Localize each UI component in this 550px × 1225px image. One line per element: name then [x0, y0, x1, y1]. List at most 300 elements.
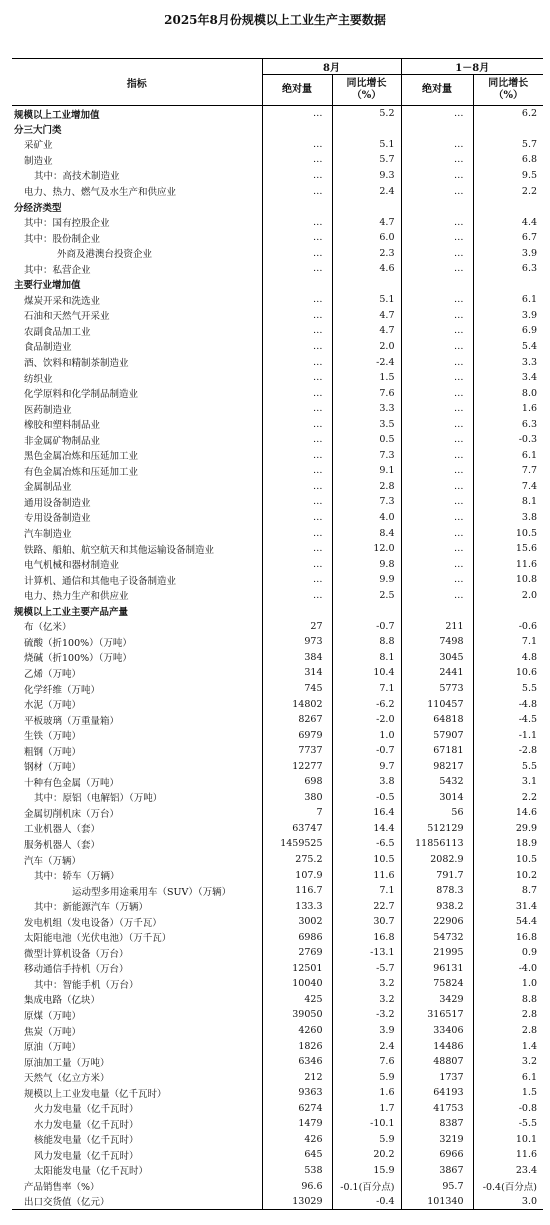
row-indicator-name: 化学原料和化学制品制造业	[24, 389, 139, 401]
row-indicator-name: 金属切削机床（万台）	[24, 808, 120, 820]
month-abs-value: …	[262, 308, 332, 324]
table-row	[12, 867, 543, 883]
month-growth: 9.8	[332, 556, 401, 572]
month-abs-value: …	[262, 292, 332, 308]
month-abs-value: …	[262, 572, 332, 588]
table-row	[12, 758, 543, 774]
month-growth: 3.8	[332, 774, 401, 790]
table-row	[12, 183, 543, 199]
row-indicator-name: 采矿业	[24, 140, 53, 152]
row-indicator-name: 纺织业	[24, 373, 53, 385]
month-abs-value: 39050	[262, 1007, 332, 1023]
table-row	[12, 587, 543, 603]
table-row	[12, 137, 543, 153]
month-abs-value: 3002	[262, 914, 332, 930]
month-growth	[332, 121, 401, 137]
ytd-abs-value: …	[401, 572, 473, 588]
month-growth: 10.4	[332, 665, 401, 681]
row-indicator-name: 其中：新能源汽车（万辆）	[34, 902, 149, 914]
table-row	[12, 339, 543, 355]
ytd-growth	[473, 121, 543, 137]
month-growth: 8.4	[332, 525, 401, 541]
row-indicator-name: 其中：股份制企业	[24, 233, 101, 245]
month-abs-value: 14802	[262, 696, 332, 712]
ytd-abs-value: 316517	[401, 1007, 473, 1023]
ytd-growth: 2.2	[473, 183, 543, 199]
table-row	[12, 1132, 543, 1148]
month-growth: 1.5	[332, 370, 401, 386]
row-indicator-name: 其中：轿车（万辆）	[34, 871, 120, 883]
month-abs-value: 13029	[262, 1194, 332, 1210]
month-abs-value: 538	[262, 1163, 332, 1179]
month-abs-value: …	[262, 541, 332, 557]
month-growth: 2.8	[332, 479, 401, 495]
table-row	[12, 354, 543, 370]
ytd-abs-value: …	[401, 339, 473, 355]
row-indicator-name: 乙烯（万吨）	[24, 668, 82, 680]
row-indicator-name: 原油（万吨）	[24, 1042, 82, 1054]
month-abs-value: 1459525	[262, 836, 332, 852]
table-row	[12, 261, 543, 277]
month-growth: -5.7	[332, 961, 401, 977]
table-row	[12, 836, 543, 852]
month-abs-value: …	[262, 448, 332, 464]
table-row	[12, 292, 543, 308]
ytd-growth: -4.5	[473, 712, 543, 728]
ytd-abs-value: …	[401, 261, 473, 277]
ytd-growth: 1.4	[473, 1038, 543, 1054]
ytd-abs-value: 98217	[401, 758, 473, 774]
table-row	[12, 510, 543, 526]
row-indicator-name: 天然气（亿立方米）	[24, 1073, 110, 1085]
month-abs-value: 133.3	[262, 898, 332, 914]
table-row	[12, 121, 543, 137]
month-growth	[332, 199, 401, 215]
ytd-growth: 10.8	[473, 572, 543, 588]
month-growth	[332, 603, 401, 619]
ytd-growth: 6.2	[473, 106, 543, 122]
ytd-growth: 5.7	[473, 137, 543, 153]
ytd-growth: 6.3	[473, 416, 543, 432]
table-row	[12, 556, 543, 572]
ytd-growth: -4.8	[473, 696, 543, 712]
ytd-abs-value: …	[401, 463, 473, 479]
month-growth: -0.5	[332, 790, 401, 806]
month-abs-value: …	[262, 152, 332, 168]
table-row	[12, 463, 543, 479]
ytd-growth	[473, 277, 543, 293]
ytd-growth: 4.8	[473, 650, 543, 666]
month-abs-value: …	[262, 463, 332, 479]
month-growth: 2.3	[332, 245, 401, 261]
row-indicator-name: 其中：国有控股企业	[24, 218, 110, 230]
ytd-growth: 6.1	[473, 292, 543, 308]
ytd-growth: 4.4	[473, 214, 543, 230]
ytd-growth: 5.4	[473, 339, 543, 355]
row-indicator-name: 太阳能发电量（亿千瓦时）	[34, 1166, 149, 1178]
ytd-abs-value: …	[401, 230, 473, 246]
ytd-abs-value: 48807	[401, 1054, 473, 1070]
month-growth: 16.8	[332, 929, 401, 945]
ytd-growth: 3.9	[473, 308, 543, 324]
ytd-growth: 10.2	[473, 867, 543, 883]
ytd-growth: 3.4	[473, 370, 543, 386]
row-indicator-name: 汽车（万辆）	[24, 855, 82, 867]
row-indicator-name: 原煤（万吨）	[24, 1010, 82, 1022]
month-abs-value: 973	[262, 634, 332, 650]
row-indicator-name: 生铁（万吨）	[24, 731, 82, 743]
month-abs-value: 1479	[262, 1116, 332, 1132]
table-row	[12, 852, 543, 868]
month-abs-value: …	[262, 261, 332, 277]
ytd-abs-value: 64193	[401, 1085, 473, 1101]
ytd-growth: 54.4	[473, 914, 543, 930]
table-row	[12, 494, 543, 510]
row-indicator-name: 太阳能电池（光伏电池）（万千瓦）	[24, 933, 172, 945]
table-row	[12, 432, 543, 448]
table-row	[12, 1178, 543, 1194]
month-growth: 8.1	[332, 650, 401, 666]
ytd-abs-value: 14486	[401, 1038, 473, 1054]
month-growth: 5.9	[332, 1132, 401, 1148]
table-row	[12, 1085, 543, 1101]
month-growth: 16.4	[332, 805, 401, 821]
table-row	[12, 619, 543, 635]
month-abs-value: …	[262, 510, 332, 526]
ytd-growth: -2.8	[473, 743, 543, 759]
ytd-growth: 6.1	[473, 448, 543, 464]
month-growth: 3.9	[332, 1023, 401, 1039]
ytd-abs-value: …	[401, 587, 473, 603]
row-indicator-name: 煤炭开采和洗选业	[24, 295, 101, 307]
ytd-abs-value: …	[401, 416, 473, 432]
month-abs-value: 745	[262, 681, 332, 697]
ytd-growth	[473, 199, 543, 215]
ytd-growth: 8.1	[473, 494, 543, 510]
month-growth: 7.1	[332, 883, 401, 899]
month-growth: 2.0	[332, 339, 401, 355]
row-indicator-name: 焦炭（万吨）	[24, 1026, 82, 1038]
ytd-abs-value: 57907	[401, 727, 473, 743]
row-indicator-name: 烧碱（折100%）（万吨）	[24, 653, 132, 665]
row-indicator-name: 规模以上工业主要产品产量	[14, 606, 129, 618]
month-abs-value: 6274	[262, 1101, 332, 1117]
ytd-abs-value: 33406	[401, 1023, 473, 1039]
month-growth: 7.3	[332, 494, 401, 510]
month-growth: 2.4	[332, 1038, 401, 1054]
ytd-abs-value: 1737	[401, 1069, 473, 1085]
month-growth: 9.1	[332, 463, 401, 479]
row-indicator-name: 火力发电量（亿千瓦时）	[34, 1104, 139, 1116]
table-row	[12, 230, 543, 246]
month-abs-value: 7	[262, 805, 332, 821]
row-indicator-name: 水力发电量（亿千瓦时）	[34, 1119, 139, 1131]
ytd-abs-value: 2082.9	[401, 852, 473, 868]
row-indicator-name: 橡胶和塑料制品业	[24, 420, 101, 432]
row-indicator-name: 其中：私营企业	[24, 264, 91, 276]
ytd-growth: -4.0	[473, 961, 543, 977]
month-abs-value: …	[262, 354, 332, 370]
table-row	[12, 541, 543, 557]
month-growth: 3.2	[332, 976, 401, 992]
ytd-abs-value: …	[401, 479, 473, 495]
table-row	[12, 681, 543, 697]
month-growth: 1.7	[332, 1101, 401, 1117]
month-abs-value: …	[262, 245, 332, 261]
month-growth: 3.3	[332, 401, 401, 417]
table-row	[12, 199, 543, 215]
ytd-growth: 0.9	[473, 945, 543, 961]
month-growth: 5.9	[332, 1069, 401, 1085]
table-row	[12, 665, 543, 681]
month-growth: -0.7	[332, 743, 401, 759]
ytd-abs-value: …	[401, 510, 473, 526]
table-row	[12, 401, 543, 417]
month-abs-value: 116.7	[262, 883, 332, 899]
row-indicator-name: 集成电路（亿块）	[24, 995, 101, 1007]
ytd-growth: 10.6	[473, 665, 543, 681]
table-row	[12, 976, 543, 992]
ytd-growth: 6.8	[473, 152, 543, 168]
ytd-abs-value: 5773	[401, 681, 473, 697]
row-indicator-name: 水泥（万吨）	[24, 700, 82, 712]
ytd-growth: 1.0	[473, 976, 543, 992]
row-indicator-name: 其中：智能手机（万台）	[34, 979, 139, 991]
month-growth: 8.8	[332, 634, 401, 650]
table-row	[12, 214, 543, 230]
ytd-abs-value: …	[401, 401, 473, 417]
table-row	[12, 277, 543, 293]
row-indicator-name: 农副食品加工业	[24, 326, 91, 338]
ytd-abs-value	[401, 603, 473, 619]
month-growth: -13.1	[332, 945, 401, 961]
ytd-abs-value: …	[401, 245, 473, 261]
row-indicator-name: 规模以上工业发电量（亿千瓦时）	[24, 1088, 167, 1100]
month-abs-value: …	[262, 214, 332, 230]
month-abs-value: 384	[262, 650, 332, 666]
row-indicator-name: 铁路、船舶、航空航天和其他运输设备制造业	[24, 544, 215, 556]
table-row	[12, 650, 543, 666]
month-abs-value: …	[262, 137, 332, 153]
month-abs-value: 1826	[262, 1038, 332, 1054]
month-growth: 1.6	[332, 1085, 401, 1101]
table-row	[12, 1023, 543, 1039]
row-indicator-name: 运动型多用途乘用车（SUV）（万辆）	[72, 886, 232, 898]
row-indicator-name: 通用设备制造业	[24, 497, 91, 509]
month-abs-value: 12277	[262, 758, 332, 774]
ytd-abs-value: …	[401, 214, 473, 230]
month-growth: 20.2	[332, 1147, 401, 1163]
ytd-growth: 15.6	[473, 541, 543, 557]
month-abs-value: 212	[262, 1069, 332, 1085]
month-growth: 4.7	[332, 323, 401, 339]
table-row	[12, 603, 543, 619]
ytd-abs-value: 5432	[401, 774, 473, 790]
month-growth: -0.1(百分点)	[332, 1178, 401, 1194]
ytd-abs-value: …	[401, 525, 473, 541]
month-growth: -2.4	[332, 354, 401, 370]
ytd-abs-value	[401, 277, 473, 293]
ytd-growth: 16.8	[473, 929, 543, 945]
ytd-abs-value: 75824	[401, 976, 473, 992]
ytd-abs-value: 101340	[401, 1194, 473, 1210]
month-growth: 6.0	[332, 230, 401, 246]
ytd-abs-value: …	[401, 106, 473, 122]
table-row	[12, 572, 543, 588]
month-growth: 10.5	[332, 852, 401, 868]
ytd-growth: 5.5	[473, 681, 543, 697]
ytd-growth: 7.1	[473, 634, 543, 650]
growth-header-ytd: 同比增长 （%）	[473, 75, 543, 106]
month-growth: -2.0	[332, 712, 401, 728]
month-growth: 5.1	[332, 292, 401, 308]
table-row	[12, 774, 543, 790]
ytd-abs-value: 3429	[401, 992, 473, 1008]
ytd-growth: 6.7	[473, 230, 543, 246]
ytd-abs-value: 6966	[401, 1147, 473, 1163]
month-abs-value: …	[262, 385, 332, 401]
row-indicator-name: 主要行业增加值	[14, 280, 81, 292]
row-indicator-name: 钢材（万吨）	[24, 762, 82, 774]
month-abs-value: 6986	[262, 929, 332, 945]
table-row	[12, 992, 543, 1008]
abs-value-header-ytd: 绝对量	[401, 75, 473, 106]
month-growth: 9.3	[332, 168, 401, 184]
month-abs-value: 7737	[262, 743, 332, 759]
table-row	[12, 805, 543, 821]
ytd-abs-value: 878.3	[401, 883, 473, 899]
row-indicator-name: 风力发电量（亿千瓦时）	[34, 1150, 139, 1162]
ytd-abs-value: …	[401, 448, 473, 464]
row-indicator-name: 石油和天然气开采业	[24, 311, 110, 323]
ytd-growth: 11.6	[473, 556, 543, 572]
table-row	[12, 712, 543, 728]
row-indicator-name: 服务机器人（套）	[24, 839, 101, 851]
month-growth: -10.1	[332, 1116, 401, 1132]
month-abs-value: 2769	[262, 945, 332, 961]
ytd-growth: 8.8	[473, 992, 543, 1008]
ytd-abs-value: 67181	[401, 743, 473, 759]
month-growth: 7.6	[332, 385, 401, 401]
month-abs-value: 8267	[262, 712, 332, 728]
row-indicator-name: 微型计算机设备（万台）	[24, 948, 129, 960]
ytd-abs-value: 3045	[401, 650, 473, 666]
month-abs-value: 12501	[262, 961, 332, 977]
month-abs-value: …	[262, 416, 332, 432]
table-row	[12, 1147, 543, 1163]
ytd-abs-value	[401, 121, 473, 137]
row-indicator-name: 规模以上工业增加值	[14, 109, 100, 121]
month-abs-value: 698	[262, 774, 332, 790]
ytd-abs-value: 95.7	[401, 1178, 473, 1194]
month-abs-value: …	[262, 494, 332, 510]
month-abs-value: 275.2	[262, 852, 332, 868]
month-abs-value: …	[262, 370, 332, 386]
ytd-abs-value: …	[401, 152, 473, 168]
month-growth: 4.7	[332, 214, 401, 230]
month-abs-value: 314	[262, 665, 332, 681]
row-indicator-name: 食品制造业	[24, 342, 72, 354]
table-row	[12, 385, 543, 401]
table-row	[12, 168, 543, 184]
statistics-table	[12, 58, 543, 1210]
row-indicator-name: 专用设备制造业	[24, 513, 91, 525]
row-indicator-name: 布（亿米）	[24, 622, 72, 634]
table-row	[12, 1163, 543, 1179]
row-indicator-name: 化学纤维（万吨）	[24, 684, 101, 696]
row-indicator-name: 粗钢（万吨）	[24, 746, 82, 758]
period-header-ytd: 1－8月	[401, 59, 543, 75]
table-row	[12, 1101, 543, 1117]
row-indicator-name: 十种有色金属（万吨）	[24, 777, 120, 789]
ytd-growth: 23.4	[473, 1163, 543, 1179]
table-row	[12, 1116, 543, 1132]
ytd-abs-value: 41753	[401, 1101, 473, 1117]
ytd-growth: 9.5	[473, 168, 543, 184]
ytd-abs-value: …	[401, 432, 473, 448]
table-row	[12, 883, 543, 899]
table-row	[12, 245, 543, 261]
ytd-abs-value: …	[401, 308, 473, 324]
ytd-abs-value: 8387	[401, 1116, 473, 1132]
month-growth: 2.5	[332, 587, 401, 603]
row-indicator-name: 核能发电量（亿千瓦时）	[34, 1135, 139, 1147]
month-growth: 30.7	[332, 914, 401, 930]
month-abs-value: 425	[262, 992, 332, 1008]
table-row	[12, 1038, 543, 1054]
table-row	[12, 790, 543, 806]
ytd-growth: 3.9	[473, 245, 543, 261]
ytd-growth: 3.0	[473, 1194, 543, 1210]
ytd-growth: -0.4(百分点)	[473, 1178, 543, 1194]
ytd-abs-value: …	[401, 556, 473, 572]
ytd-growth: 3.2	[473, 1054, 543, 1070]
month-abs-value: 96.6	[262, 1178, 332, 1194]
month-growth: 5.7	[332, 152, 401, 168]
row-indicator-name: 有色金属冶炼和压延加工业	[24, 466, 139, 478]
ytd-abs-value	[401, 199, 473, 215]
ytd-abs-value: …	[401, 541, 473, 557]
table-row	[12, 525, 543, 541]
ytd-abs-value: …	[401, 183, 473, 199]
ytd-abs-value: …	[401, 137, 473, 153]
ytd-growth: 10.5	[473, 852, 543, 868]
growth-header-month: 同比增长 （%）	[332, 75, 401, 106]
month-abs-value: …	[262, 168, 332, 184]
month-abs-value	[262, 277, 332, 293]
month-abs-value: 10040	[262, 976, 332, 992]
month-abs-value: 27	[262, 619, 332, 635]
month-abs-value: …	[262, 479, 332, 495]
ytd-abs-value: 512129	[401, 821, 473, 837]
ytd-growth: 29.9	[473, 821, 543, 837]
row-indicator-name: 出口交货值（亿元）	[12, 1194, 262, 1210]
month-growth: 3.2	[332, 992, 401, 1008]
report-title: 2025年8月份规模以上工业生产主要数据	[164, 13, 386, 27]
table-row	[12, 448, 543, 464]
table-row	[12, 961, 543, 977]
row-indicator-name: 计算机、通信和其他电子设备制造业	[24, 575, 177, 587]
row-indicator-name: 电力、热力生产和供应业	[24, 591, 129, 603]
table-row	[12, 945, 543, 961]
month-growth: 9.7	[332, 758, 401, 774]
ytd-growth: 10.1	[473, 1132, 543, 1148]
ytd-growth: 8.7	[473, 883, 543, 899]
ytd-growth: -0.8	[473, 1101, 543, 1117]
ytd-abs-value: …	[401, 168, 473, 184]
month-abs-value	[262, 603, 332, 619]
month-growth: 7.6	[332, 1054, 401, 1070]
